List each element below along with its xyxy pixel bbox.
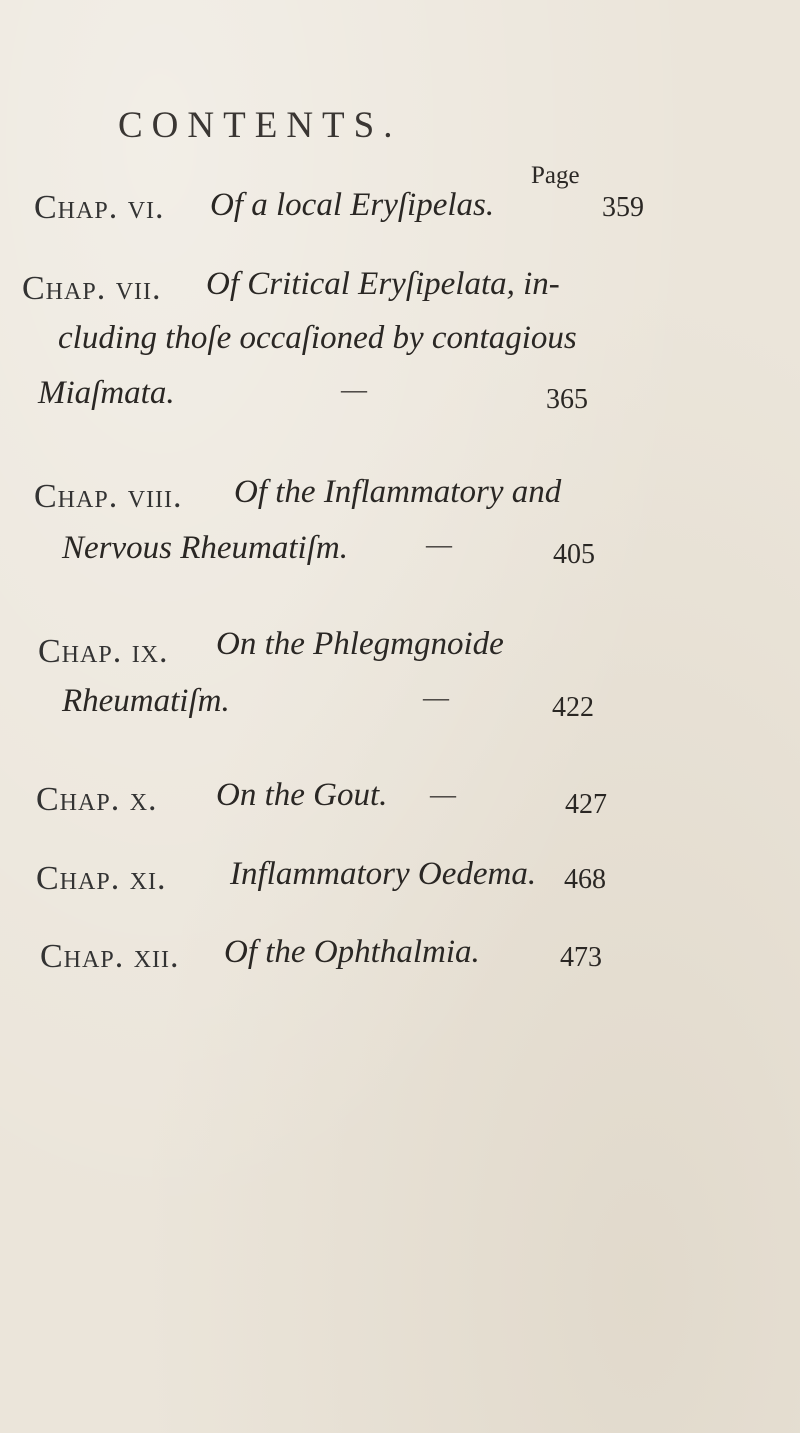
chapter-title: Of the Ophthalmia. xyxy=(224,934,480,970)
chapter-number: Chap. viii. xyxy=(34,478,183,515)
chapter-number: Chap. xii. xyxy=(40,938,180,975)
leader-dash: — xyxy=(423,683,449,712)
chapter-number: Chap. vii. xyxy=(22,270,162,307)
chapter-title-line-1: Of the Inflammatory and xyxy=(234,474,562,510)
page-number: 427 xyxy=(565,789,607,820)
page-number: 468 xyxy=(564,864,606,895)
page-number: 359 xyxy=(602,192,644,223)
leader-dash: — xyxy=(430,780,456,809)
chapter-number: Chap. xi. xyxy=(36,860,167,897)
chapter-number: Chap. x. xyxy=(36,781,158,818)
chapter-title-line-2: cluding thoſe occaſioned by contagious xyxy=(58,320,577,356)
page-number: 405 xyxy=(553,539,595,570)
chapter-number: Chap. vi. xyxy=(34,189,165,226)
page-column-label: Page xyxy=(531,162,580,189)
page-number: 422 xyxy=(552,692,594,723)
chapter-title-line-2: Nervous Rheumatiſm. xyxy=(62,530,348,566)
chapter-title-line-1: Of Critical Eryſipelata, in- xyxy=(206,266,560,302)
chapter-title: On the Gout. xyxy=(216,777,388,813)
contents-heading: CONTENTS. xyxy=(118,105,402,146)
chapter-title: Inflammatory Oedema. xyxy=(230,856,537,892)
chapter-number: Chap. ix. xyxy=(38,633,169,670)
chapter-title-line-2: Rheumatiſm. xyxy=(62,683,230,719)
page-number: 365 xyxy=(546,384,588,415)
chapter-title-line-3: Miaſmata. xyxy=(38,375,175,411)
chapter-title: Of a local Eryſipelas. xyxy=(210,187,495,223)
page-number: 473 xyxy=(560,942,602,973)
leader-dash: — xyxy=(341,375,367,404)
chapter-title-line-1: On the Phlegmgnoide xyxy=(216,626,504,662)
leader-dash: — xyxy=(426,530,452,559)
